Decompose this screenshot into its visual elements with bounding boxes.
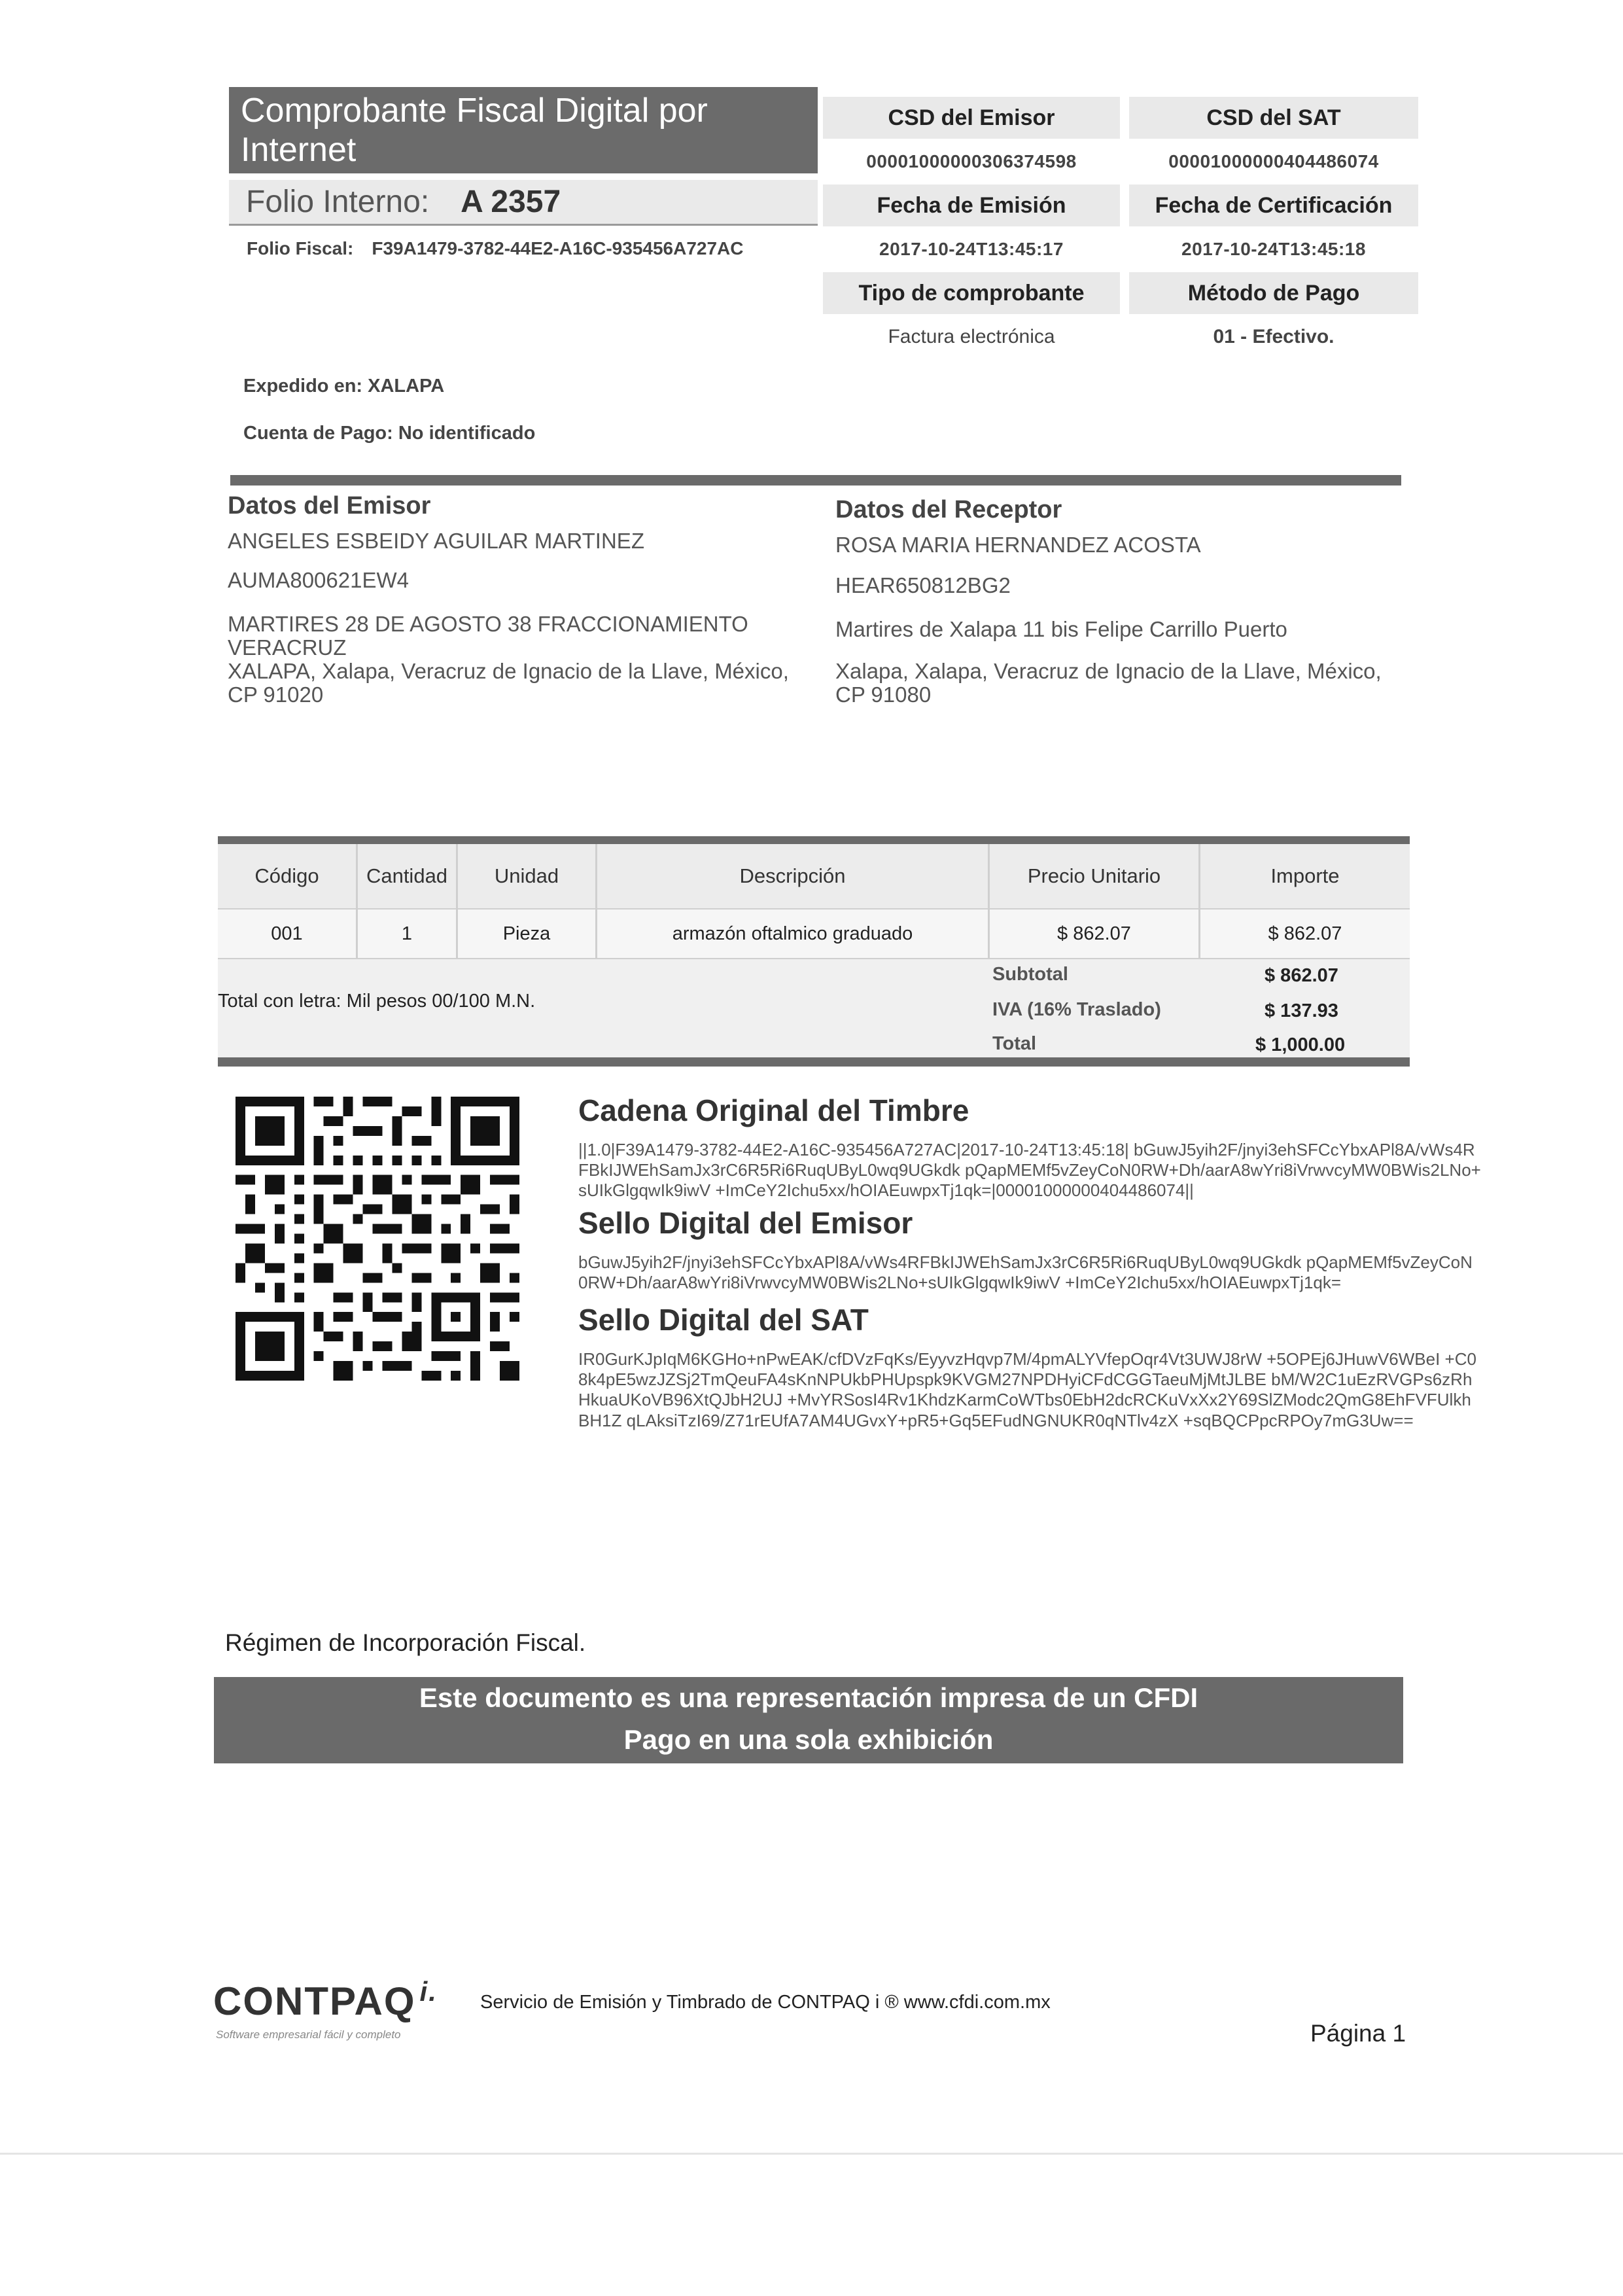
info-grid xyxy=(823,97,1477,360)
emisor-address-4: CP 91020 xyxy=(228,682,324,707)
banner-line-1: Este documento es una representación impresa de un CFDI xyxy=(419,1682,1198,1713)
emisor-address-2: VERACRUZ xyxy=(228,635,347,660)
cell-importe: $ 862.07 xyxy=(1200,910,1410,959)
receptor-rfc: HEAR650812BG2 xyxy=(835,573,1011,598)
table-header-row xyxy=(218,844,1410,910)
csd-sat-label: CSD del SAT xyxy=(1129,97,1418,139)
col-header: Cantidad xyxy=(358,844,458,910)
expedido-en: Expedido en: XALAPA xyxy=(243,376,445,397)
receptor-heading: Datos del Receptor xyxy=(835,496,1062,523)
logo-text: CONTPAQ xyxy=(213,1979,416,2023)
document-title-text: Comprobante Fiscal Digital por Internet xyxy=(241,92,708,169)
table-top-bar xyxy=(218,836,1410,844)
items-table xyxy=(218,836,1410,1067)
contpaq-logo xyxy=(213,1976,438,2024)
iva-label: IVA (16% Traslado) xyxy=(992,999,1161,1020)
cadena-original-heading: Cadena Original del Timbre xyxy=(578,1093,969,1127)
metodo-pago-label: Método de Pago xyxy=(1129,272,1418,314)
cfdi-banner xyxy=(214,1677,1403,1763)
banner-line-2: Pago en una sola exhibición xyxy=(623,1724,994,1755)
sello-emisor-heading: Sello Digital del Emisor xyxy=(578,1205,913,1240)
receptor-address-1: Martires de Xalapa 11 bis Felipe Carrillo Puerto xyxy=(835,616,1287,641)
emisor-name: ANGELES ESBEIDY AGUILAR MARTINEZ xyxy=(228,529,644,553)
folio-fiscal-label: Folio Fiscal: xyxy=(247,238,354,258)
table-bottom-bar xyxy=(218,1057,1410,1067)
fecha-certificacion-label: Fecha de Certificación xyxy=(1129,185,1418,226)
emisor-address-1: MARTIRES 28 DE AGOSTO 38 FRACCIONAMIENTO xyxy=(228,611,748,636)
folio-fiscal xyxy=(247,238,744,259)
total-value: $ 1,000.00 xyxy=(1255,1034,1346,1055)
emisor-address-3: XALAPA, Xalapa, Veracruz de Ignacio de la Llave, México, xyxy=(228,659,789,684)
metodo-pago-value: 01 - Efectivo. xyxy=(1213,326,1335,347)
sellos-block xyxy=(578,1093,1481,1431)
emisor-rfc: AUMA800621EW4 xyxy=(228,568,409,593)
sello-emisor-text: bGuwJ5yih2F/jnyi3ehSFCcYbxAPl8A/vWs4RFBkIJWEhSamJx3rC6R5Ri6RuqUByL0wq9UGkdk pQapMEMf5vZeyCoN0RW+Dh/aarA8wYri8iVrwvcyMW0BWis2LNo+sUIkGlgqwIk9iwV +ImCeY2Ichu5xx/hOIAEuwpxTj1qk= xyxy=(578,1252,1473,1292)
subtotal-value: $ 862.07 xyxy=(1265,965,1338,986)
logo-i: i. xyxy=(419,1976,438,2007)
tipo-comprobante-value: Factura electrónica xyxy=(888,326,1055,347)
folio-fiscal-value: F39A1479-3782-44E2-A16C-935456A727AC xyxy=(372,238,744,258)
logo-tagline: Software empresarial fácil y completo xyxy=(216,2028,401,2041)
csd-emisor-label: CSD del Emisor xyxy=(823,97,1120,139)
csd-emisor-value: 00001000000306374598 xyxy=(866,151,1077,171)
receptor-address-2: Xalapa, Xalapa, Veracruz de Ignacio de la Llave, México, xyxy=(835,658,1382,683)
divider xyxy=(230,475,1401,486)
receptor-address-3: CP 91080 xyxy=(835,682,932,707)
regimen-fiscal: Régimen de Incorporación Fiscal. xyxy=(225,1629,586,1656)
total-con-letra: Total con letra: Mil pesos 00/100 M.N. xyxy=(218,991,536,1012)
col-header: Código xyxy=(218,844,358,910)
col-header: Importe xyxy=(1200,844,1410,910)
emisor-heading: Datos del Emisor xyxy=(228,492,431,520)
cell-descripcion: armazón oftalmico graduado xyxy=(597,910,990,959)
col-header: Unidad xyxy=(458,844,597,910)
cell-codigo: 001 xyxy=(218,910,358,959)
folio-interno-label: Folio Interno: xyxy=(246,185,430,219)
totals-area xyxy=(218,959,1410,1057)
table-row xyxy=(218,910,1410,959)
fecha-certificacion-value: 2017-10-24T13:45:18 xyxy=(1181,239,1366,259)
cadena-original-text: ||1.0|F39A1479-3782-44E2-A16C-935456A727AC|2017-10-24T13:45:18| bGuwJ5yih2F/jnyi3ehSFCcYbxAPl8A/vWs4RFBkIJWEhSamJx3rC6R5Ri6RuqUByL0wq9UGkdk pQapMEMf5vZeyCoN0RW+Dh/aarA8wYri8iVrwvcyMW0BWis2LNo+sUIkGlgqwIk9iwV +ImCeY2Ichu5xx/hOIAEuwpxTj1qk=|00001000000404486074|| xyxy=(578,1140,1481,1201)
cell-cantidad: 1 xyxy=(358,910,458,959)
receptor-name: ROSA MARIA HERNANDEZ ACOSTA xyxy=(835,533,1201,557)
cuenta-pago: Cuenta de Pago: No identificado xyxy=(243,423,536,444)
iva-value: $ 137.93 xyxy=(1265,1000,1338,1021)
service-text: Servicio de Emisión y Timbrado de CONTPAQ i ® www.cfdi.com.mx xyxy=(480,1992,1051,2013)
page-number: Página 1 xyxy=(1310,2020,1406,2047)
col-header: Precio Unitario xyxy=(990,844,1200,910)
receptor-block xyxy=(835,496,1424,707)
folio-interno xyxy=(229,180,818,226)
sello-sat-text: IR0GurKJpIqM6KGHo+nPwEAK/cfDVzFqKs/EyyvzHqvp7M/4pmALYVfepOqr4Vt3UWJ8rW +5OPEj6JHuwV6WBeI +C08k4pE5wzJZSj2TmQeuFA4sKnNPUkbPHUpspk9KVGM27NPDHyiCFdCGGTaeuMjMtJLBE bM/W2C1uEzRVGPs6zRhHkuaUKoVB96XtQJbH2UJ +MvYRSosI4Rv1KhdzKarmCoWTbs0EbH2dcRCKuVxXx2Y69SlZModc2QmG8EhFVFUlkhBH1Z qLAksiTzI69/Z71rEUfA7AM4UGvxY+pR5+Gq5EFudNGNUKR0qNTlv4zX +sqBQCPpcRPOy7mG3Uw== xyxy=(578,1349,1476,1430)
total-label: Total xyxy=(992,1033,1037,1054)
document-title xyxy=(229,87,818,173)
fecha-emision-value: 2017-10-24T13:45:17 xyxy=(879,239,1064,259)
col-header: Descripción xyxy=(597,844,990,910)
cell-precio: $ 862.07 xyxy=(990,910,1200,959)
emisor-block xyxy=(228,492,829,707)
sello-sat-heading: Sello Digital del SAT xyxy=(578,1302,869,1337)
csd-sat-value: 00001000000404486074 xyxy=(1168,151,1379,171)
qr-code xyxy=(236,1097,519,1381)
folio-interno-value: A 2357 xyxy=(461,185,561,219)
scan-edge xyxy=(0,2153,1623,2155)
cell-unidad: Pieza xyxy=(458,910,597,959)
fecha-emision-label: Fecha de Emisión xyxy=(823,185,1120,226)
subtotal-label: Subtotal xyxy=(992,964,1068,985)
tipo-comprobante-label: Tipo de comprobante xyxy=(823,272,1120,314)
